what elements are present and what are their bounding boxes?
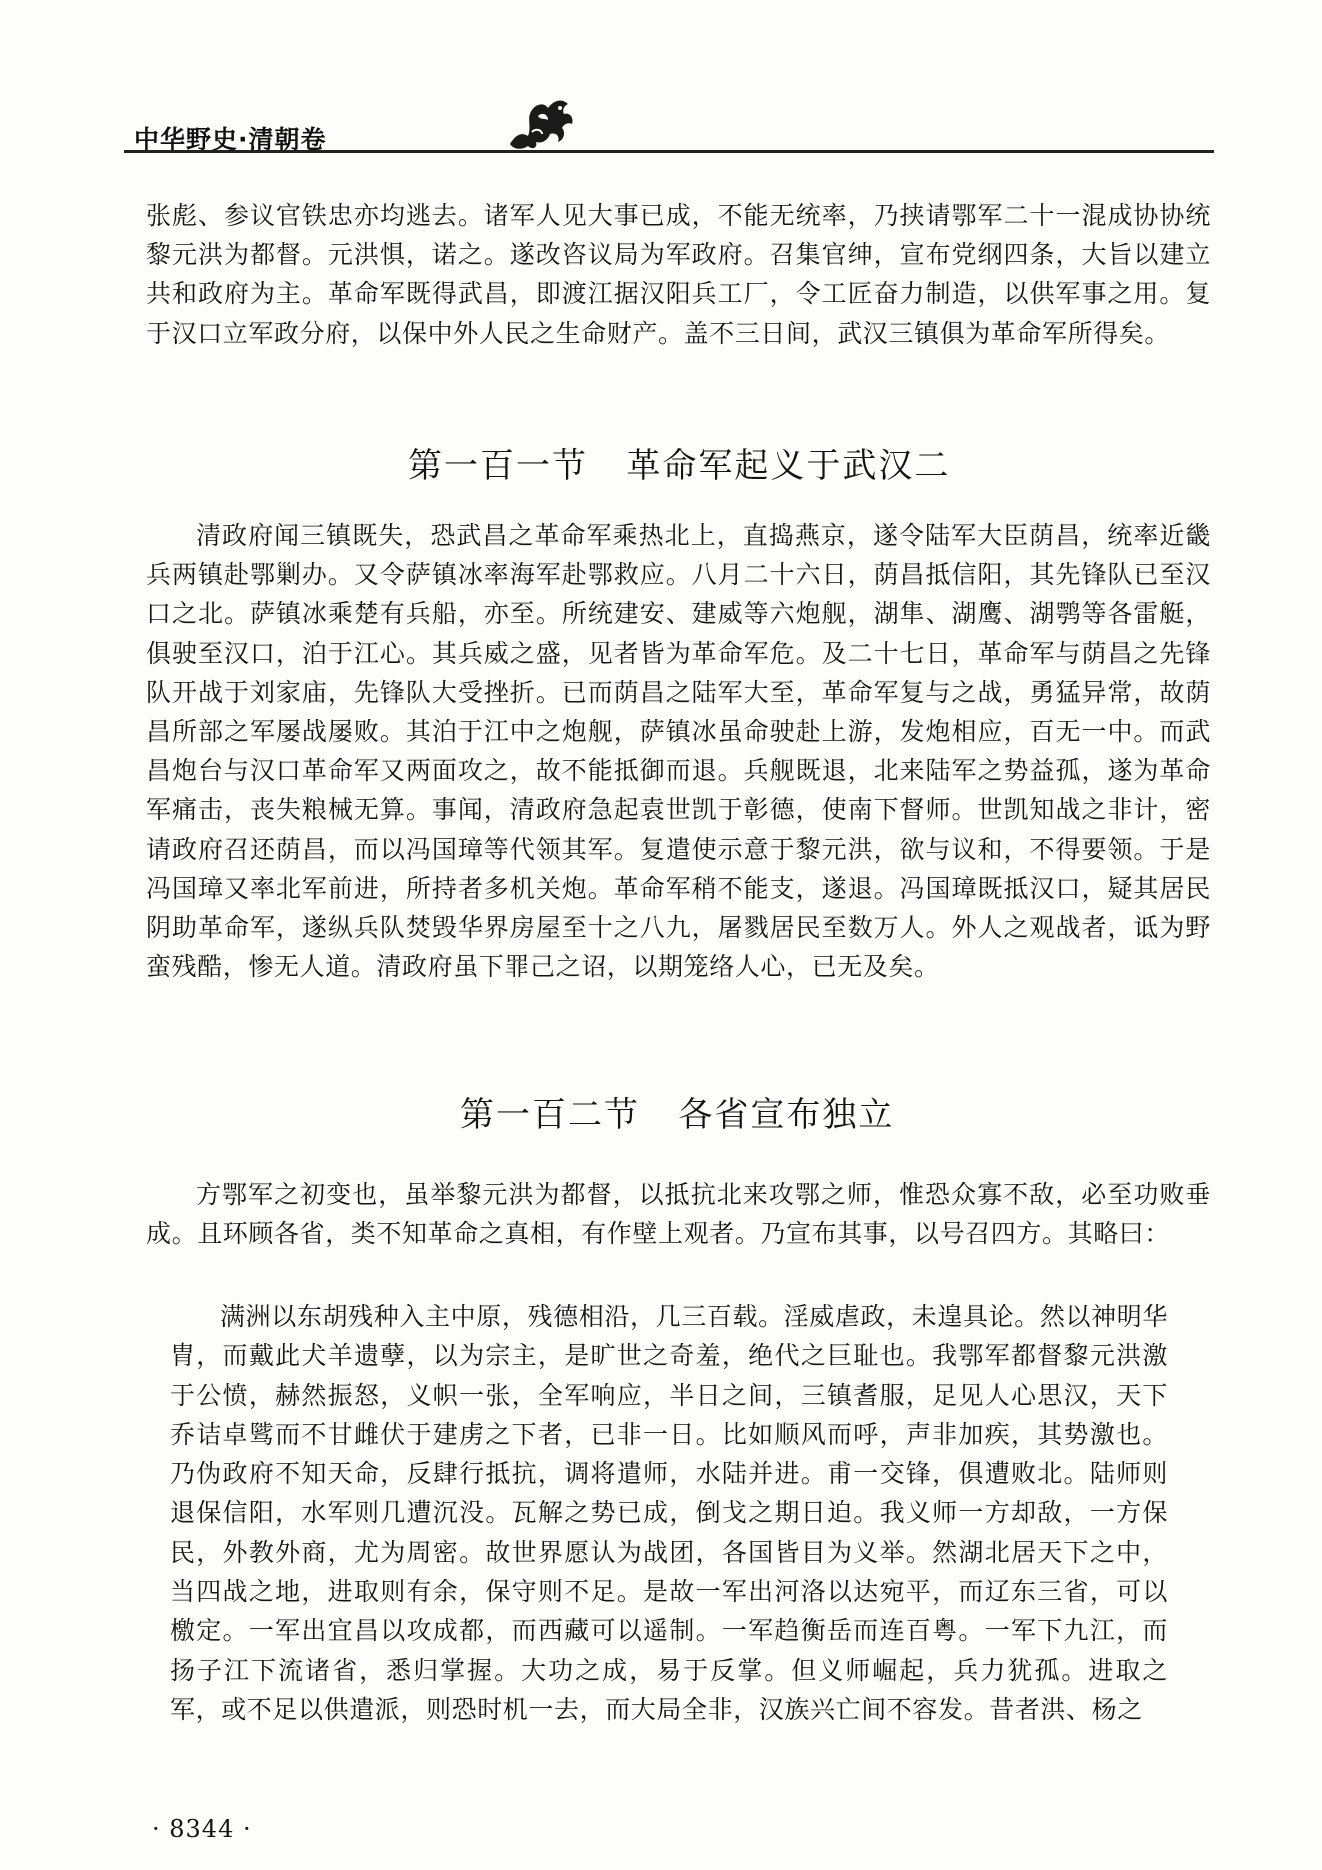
section-title-101: 第一百一节 革命军起义于武汉二 <box>408 446 951 486</box>
paragraph-section-101: 清政府闻三镇既失，恐武昌之革命军乘热北上，直捣燕京，遂令陆军大臣荫昌，统率近畿兵两镇赴鄂剿办。又令萨镇冰率海军赴鄂救应。八月二十六日，荫昌抵信阳，其先锋队已至汉口之北。萨镇冰乘楚有兵船，亦至。所统建安、建威等六炮舰，湖隼、湖鹰、湖鹗等各雷艇，俱驶至汉口，泊于江心。其兵威之盛，见者皆为革命军危。及二十七日，革命军与荫昌之先锋队开战于刘家庙，先锋队大受挫折。已而荫昌之陆军大至，革命军复与之战，勇猛异常，故荫昌所部之军屡战屡败。其泊于江中之炮舰，萨镇冰虽命驶赴上游，发炮相应，百无一中。而武昌炮台与汉口革命军又两面攻之，故不能抵御而退。兵舰既退，北来陆军之势益孤，遂为革命军痛击，丧失粮械无算。事闻，清政府急起袁世凯于彰德，使南下督师。世凯知战之非计，密请政府召还荫昌，而以冯国璋等代领其军。复遣使示意于黎元洪，欲与议和，不得要领。于是冯国璋又率北军前进，所持者多机关炮。革命军稍不能支，遂退。冯国璋既抵汉口，疑其居民阴助革命军，遂纵兵队焚毁华界房屋至十之八九，屠戮居民至数万人。外人之观战者，诋为野蛮残酷，惨无人道。清政府虽下罪己之诏，以期笼络人心，已无及矣。 <box>146 521 1211 982</box>
paragraph-continued: 张彪、参议官铁忠亦均逃去。诸军人见大事已成，不能无统率，乃挟请鄂军二十一混成协协统黎元洪为都督。元洪惧，诺之。遂改咨议局为军政府。召集官绅，宣布党纲四条，大旨以建立共和政府为主。革命军既得武昌，即渡江据汉阳兵工厂，令工匠奋力制造，以供军事之用。复于汉口立军政分府，以保中外人民之生命财产。盖不三日间，武汉三镇俱为革命军所得矣。 <box>146 201 1211 348</box>
paragraph-section-102: 方鄂军之初变也，虽举黎元洪为都督，以抵抗北来攻鄂之师，惟恐众寡不敌，必至功败垂成。且环顾各省，类不知革命之真相，有作壁上观者。乃宣布其事，以号召四方。其略曰： <box>146 1180 1211 1249</box>
running-title: 中华野史·清朝卷 <box>134 125 327 154</box>
header-rule <box>124 150 1214 153</box>
section-title-102: 第一百二节 各省宣布独立 <box>460 1095 895 1135</box>
dragon-emblem-icon <box>502 92 580 152</box>
page-header <box>124 92 1214 152</box>
quoted-proclamation: 满洲以东胡残种入主中原，残德相沿，几三百载。淫威虐政，未遑具论。然以神明华胄，而戴此犬羊遗孽，以为宗主，是旷世之奇羞，绝代之巨耻也。我鄂军都督黎元洪激于公愤，赫然振怒，义帜一张，全军响应，半日之间，三镇耆服，足见人心思汉，天下乔诘卓骘而不甘雌伏于建虏之下者，已非一日。比如顺风而呼，声非加疾，其势激也。乃伪政府不知天命，反肆行抵抗，调将遣师，水陆并进。甫一交锋，俱遭败北。陆师则退保信阳，水军则几遭沉没。瓦解之势已成，倒戈之期日迫。我义师一方却敌，一方保民，外教外商，尤为周密。故世界愿认为战团，各国皆目为义举。然湖北居天下之中，当四战之地，进取则有余，保守则不足。是故一军出河洛以达宛平，而辽东三省，可以檄定。一军出宜昌以攻成都，而西藏可以遥制。一军趋衡岳而连百粤。一军下九江，而扬子江下流诸省，悉归掌握。大功之成，易于反掌。但义师崛起，兵力犹孤。进取之军，或不足以供遣派，则恐时机一去，而大局全非，汉族兴亡间不容发。昔者洪、杨之 <box>170 1302 1168 1724</box>
page-number: · 8344 · <box>152 1815 252 1843</box>
